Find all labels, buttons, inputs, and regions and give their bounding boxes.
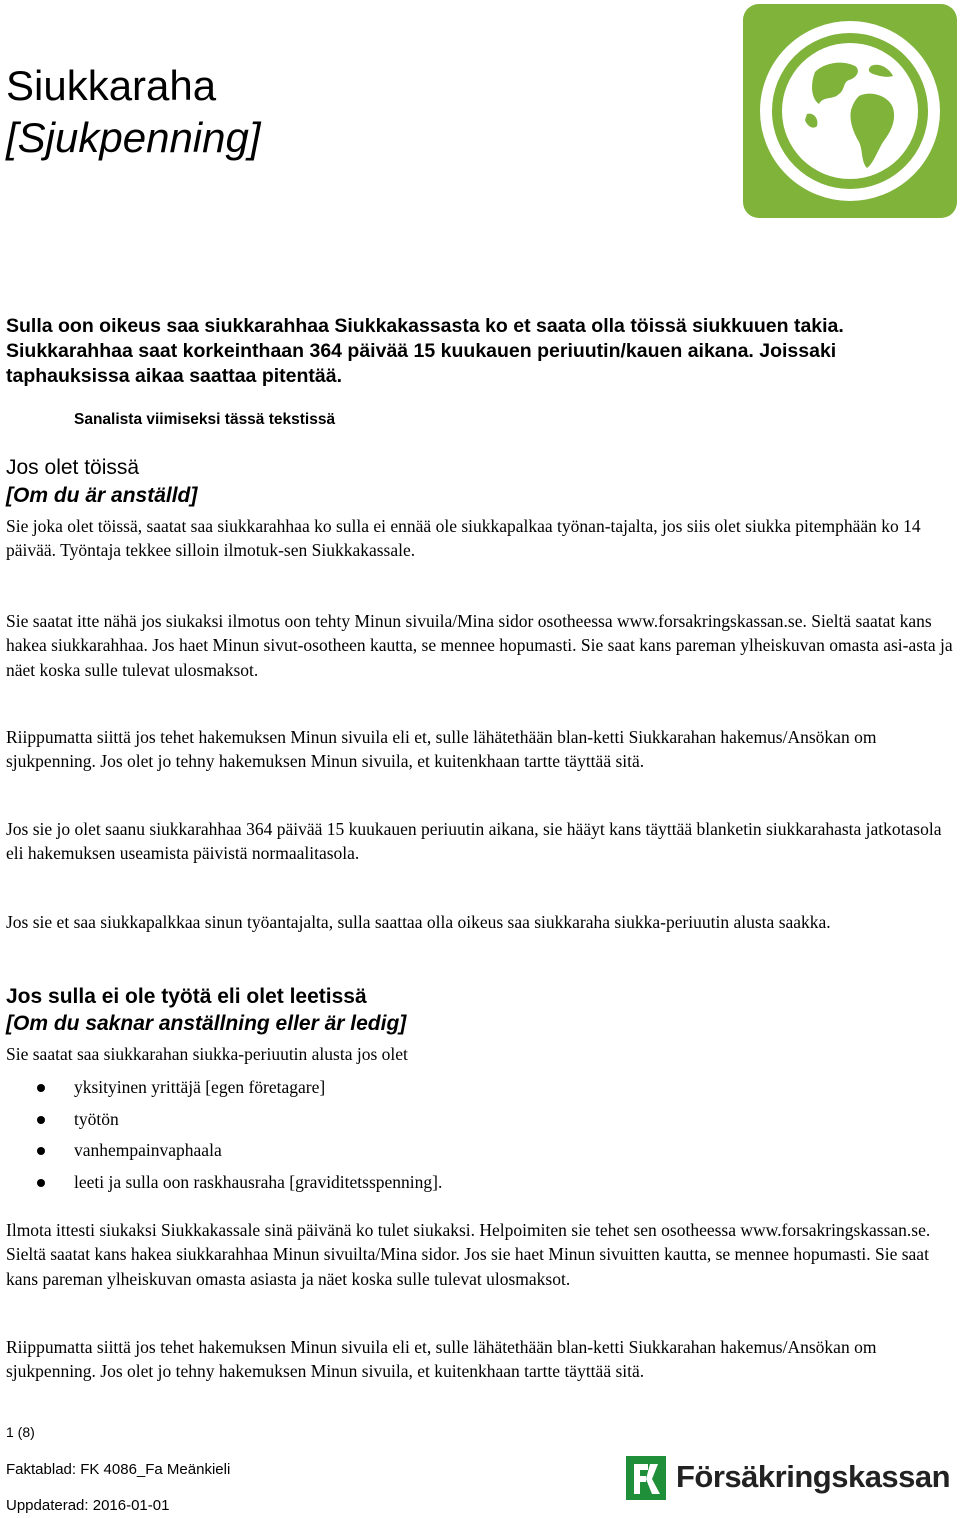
- list-item: leeti ja sulla oon raskhausraha [graviditetsspenning].: [0, 1167, 900, 1199]
- list-item: työtön: [0, 1104, 900, 1136]
- list-item: yksityinen yrittäjä [egen företagare]: [0, 1072, 900, 1104]
- bullet-icon: [37, 1179, 45, 1187]
- bullet-icon: [37, 1147, 45, 1155]
- paragraph: Jos sie et saa siukkapalkkaa sinun työantajalta, sulla saattaa olla oikeus saa siukkaraha siukka-periuutin alusta saakka.: [6, 912, 831, 932]
- bullet-list: [0, 1072, 900, 1198]
- section-heading-employed-swedish: [Om du är anställd]: [6, 484, 198, 507]
- page-title: Siukkaraha: [6, 62, 217, 109]
- bullet-icon: [37, 1084, 45, 1092]
- globe-badge: [743, 4, 957, 218]
- paragraph: Riippumatta siittä jos tehet hakemuksen Minun sivuila eli et, sulle lähätethään blan-ketti Siukkarahan hakemus/Ansökan om sjukpenning. Jos olet jo tehny hakemuksen Minun sivuila, et kuitenkhaan tartte täyttää sitä.: [6, 727, 877, 772]
- page-title-swedish: [Sjukpenning]: [6, 114, 261, 161]
- fk-logo-icon: [624, 1452, 670, 1506]
- list-item: vanhempainvaphaala: [0, 1135, 900, 1167]
- paragraph-lead: Sie saatat saa siukkarahan siukka-periuutin alusta jos olet: [6, 1044, 408, 1064]
- paragraph: Sie saatat itte nähä jos siukaksi ilmotus oon tehty Minun sivuila/Mina sidor osotheessa www.forsakringskassan.se. Sieltä saatat kans hakea siukkarahhaa. Jos haet Minun sivut-osotheen kautta, se mennee hopumasti. Sie saat kans pareman ylheiskuvan omasta asi-asta ja näet koska sulle tulevat ulosmaksot.: [6, 611, 953, 680]
- bullet-icon: [37, 1116, 45, 1124]
- updated-date: Uppdaterad: 2016-01-01: [6, 1497, 170, 1514]
- paragraph: Riippumatta siittä jos tehet hakemuksen Minun sivuila eli et, sulle lähätethään blan-ketti Siukkarahan hakemus/Ansökan om sjukpenning. Jos olet jo tehny hakemuksen Minun sivuila, et kuitenkhaan tartte täyttää sitä.: [6, 1337, 877, 1382]
- globe-icon: [743, 4, 957, 218]
- glossary-link[interactable]: Sanalista viimiseksi tässä tekstissä: [74, 411, 336, 428]
- intro-text: Sulla oon oikeus saa siukkarahhaa Siukkakassasta ko et saata olla töissä siukkuuen takia. Siukkarahhaa saat korkeinthaan 364 päivää 15 kuukauen periuutin/kauen aikana. Joissaki taphauksissa aikaa saattaa pitentää.: [6, 315, 844, 387]
- section-heading-unemployed: Jos sulla ei ole työtä eli olet leetissä: [6, 985, 367, 1008]
- section-heading-unemployed-swedish: [Om du saknar anställning eller är ledig]: [6, 1012, 407, 1035]
- factsheet-id: Faktablad: FK 4086_Fa Meänkieli: [6, 1461, 231, 1478]
- paragraph: Jos sie jo olet saanu siukkarahhaa 364 päivää 15 kuukauen periuutin aikana, sie hääyt kans täyttää blanketin siukkarahasta jatkotasola eli hakemuksen useamista päivistä normaalitasola.: [6, 819, 942, 864]
- logo-wordmark: Försäkringskassan: [676, 1459, 951, 1494]
- paragraph: Sie joka olet töissä, saatat saa siukkarahhaa ko sulla ei ennää ole siukkapalkaa työnan-tajalta, jos siis olet siukka pitemphään ko 14 päivää. Työntaja tekkee silloin ilmotuk-sen Siukkakassale.: [6, 516, 921, 561]
- page-number: 1 (8): [6, 1424, 35, 1440]
- paragraph: Ilmota ittesti siukaksi Siukkakassale sinä päivänä ko tulet siukaksi. Helpoimiten sie tehet sen osotheessa www.forsakringskassan.se. Sieltä saatat kans hakea siukkarahhaa Minun sivuilta/Mina sidor. Jos sie haet Minun sivuitten kautta, se mennee hopumasti. Sie saat kans pareman ylheiskuvan omasta asiasta ja näet koska sulle tulevat ulosmaksot.: [6, 1220, 931, 1289]
- section-heading-employed: Jos olet töissä: [6, 456, 140, 479]
